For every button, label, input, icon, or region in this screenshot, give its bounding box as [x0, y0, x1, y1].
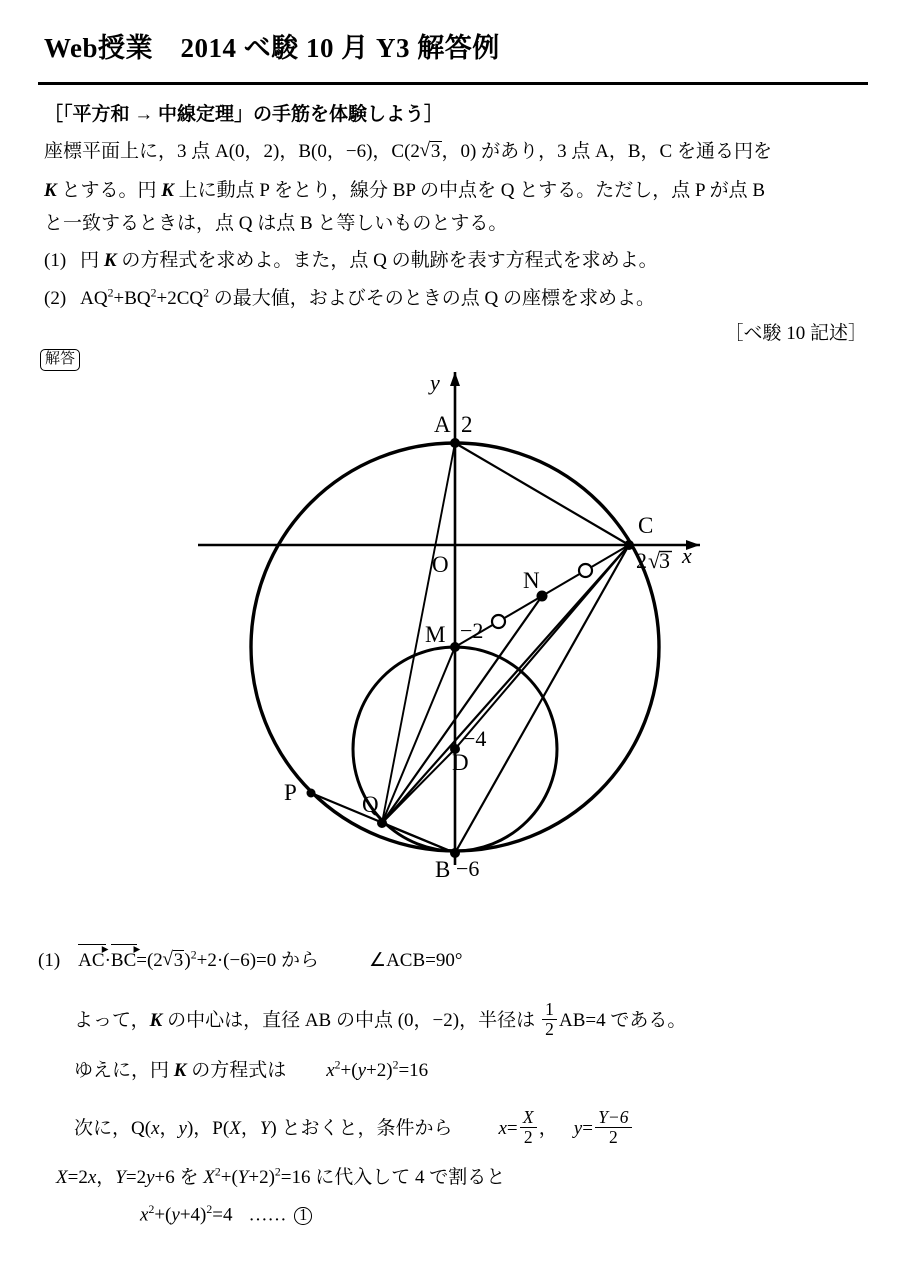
segment-qc	[382, 545, 629, 823]
solution-step-4-xlhs: x	[498, 1118, 507, 1140]
label-point-b: B	[435, 857, 451, 882]
label-axis-y: y	[430, 370, 440, 395]
step5-sup1: 2	[214, 1165, 221, 1179]
item-2-number: (2)	[44, 288, 67, 309]
step5-sup2: 2	[274, 1165, 281, 1179]
label-point-n: N	[523, 568, 540, 593]
item-1-var: K	[103, 250, 117, 271]
solution-step-4-comma: ，	[538, 1118, 558, 1140]
step6-tail: +4)	[179, 1204, 207, 1226]
step5-m: =16 に代入して 4 で割ると	[280, 1167, 506, 1188]
solution-step-4-qx: x	[151, 1118, 160, 1140]
solution-step-3b: の方程式は	[186, 1060, 287, 1081]
title-latin: Web	[44, 33, 99, 63]
label-point-q: Q	[362, 792, 379, 817]
label-value-c: 2	[636, 548, 647, 573]
point-c-dot	[624, 540, 634, 550]
solution-step-1-eq: =(2	[136, 950, 163, 971]
solution-step-4-qy: y	[178, 1118, 187, 1140]
solution-step-4a: 次に，	[74, 1118, 132, 1140]
eq-k-mid: +(	[340, 1060, 358, 1081]
y-axis-arrow	[450, 372, 460, 386]
label-value-a: 2	[461, 412, 473, 437]
step6-mid: +(	[154, 1204, 172, 1226]
problem-item-1	[44, 245, 658, 272]
step5-Y2: Y	[237, 1167, 249, 1188]
solution-step-4-p: P(	[212, 1118, 230, 1140]
step5-X2: X	[203, 1167, 215, 1188]
var-k-1: K	[44, 180, 57, 201]
step5-x: x	[87, 1167, 97, 1188]
sqrt-3-step1: √ 3	[163, 950, 185, 972]
vector-ac: AC ▸	[78, 940, 109, 971]
problem-line-2d: 上に動点 P をとり，線分 BP の中点を Q とする。ただし，点 P が点 B	[173, 180, 766, 201]
point-m-dot	[450, 642, 460, 652]
solution-step-6	[140, 1203, 312, 1226]
label-value-m: −2	[460, 618, 484, 643]
tick-mark-nc	[579, 564, 592, 577]
step5-l: +2)	[248, 1167, 275, 1188]
step6-x: x	[140, 1204, 149, 1226]
solution-step-1-plus: +2·(−6)=0 から	[196, 950, 320, 971]
step5-b: =2	[67, 1167, 88, 1188]
problem-line-1	[44, 136, 772, 163]
var-k-2: K	[161, 180, 174, 201]
item-2-sup-3: 2	[203, 286, 209, 300]
segment-qd	[382, 749, 455, 823]
point-a-dot	[450, 438, 460, 448]
solution-step-4-q: Q(	[131, 1118, 152, 1140]
solution-step-1-result: ∠ACB=90°	[369, 950, 463, 971]
item-1-text-a: 円	[80, 250, 104, 271]
solution-step-3	[74, 1055, 428, 1082]
step5-y: y	[146, 1167, 155, 1188]
solution-step-4-pc: ，	[240, 1118, 260, 1140]
solution-step-1	[38, 940, 463, 972]
eq-k-end: =16	[398, 1060, 429, 1081]
label-point-p: P	[284, 780, 297, 805]
answer-label: 解答	[45, 351, 76, 367]
problem-line-1b: ，0) があり，3 点 A，B，C を通る円を	[441, 141, 772, 162]
eq-k-sup1: 2	[334, 1058, 341, 1072]
solution-step-4-qc: ，	[159, 1118, 179, 1140]
solution-step-4-yeq: =	[582, 1118, 593, 1140]
fraction-one-half: $\frac{1}{2}$	[542, 1000, 557, 1038]
header-divider	[38, 82, 868, 85]
eq-k-sup2: 2	[392, 1058, 399, 1072]
source-note: ［ベ駿 10 記述］	[724, 323, 867, 344]
eq-k-x: x	[326, 1060, 335, 1081]
solution-step-1-sup: 2	[190, 948, 197, 962]
step5-d: ，	[96, 1167, 116, 1188]
solution-step-4-ylhs: y	[573, 1118, 583, 1140]
item-2-sup-2: 2	[150, 286, 157, 300]
label-axis-x: x	[682, 543, 692, 568]
step6-end: =4	[212, 1204, 233, 1226]
solution-step-4	[74, 1108, 634, 1146]
label-point-d: D	[452, 750, 469, 775]
label-point-a: A	[434, 412, 451, 437]
item-2-tail: の最大値，およびそのときの点 Q の座標を求めよ。	[209, 288, 655, 309]
solution-step-1-close: )	[184, 950, 191, 971]
solution-step-4-py: Y	[259, 1118, 271, 1140]
step5-Y: Y	[115, 1167, 126, 1188]
vector-bc: BC ▸	[110, 940, 141, 971]
solution-step-3-var-k: K	[173, 1060, 187, 1081]
eq-k-tail: +2)	[366, 1060, 393, 1081]
step6-dots: ……	[248, 1204, 287, 1226]
solution-step-5	[56, 1162, 505, 1189]
svg-text:√: √	[648, 548, 661, 573]
step5-X: X	[56, 1167, 68, 1188]
label-value-b: −6	[456, 856, 480, 881]
geometry-figure	[0, 360, 905, 920]
label-point-m: M	[425, 622, 446, 647]
item-2-bq: +BQ	[113, 288, 151, 309]
title-rest: 授業 2014 ベ駿 10 月 Y3 解答例	[98, 33, 500, 63]
step6-y: y	[171, 1204, 180, 1226]
point-q-dot	[377, 818, 387, 828]
problem-line-2	[44, 175, 765, 202]
step5-f: =2	[125, 1167, 147, 1188]
label-point-o: O	[432, 552, 449, 577]
solution-step-2b: の中心は，直径 AB の中点 (0，−2)，半径は	[162, 1010, 540, 1032]
solution-step-2c: AB=4 である。	[559, 1010, 687, 1032]
solution-step-4-px: X	[229, 1118, 241, 1140]
fraction-x-over-2: $\frac{X}{2}$	[520, 1108, 537, 1146]
equation-reference-1: 1	[294, 1207, 312, 1225]
dot-product-symbol: ·	[104, 950, 111, 971]
problem-line-3: と一致するときは，点 Q は点 B と等しいものとする。	[44, 213, 508, 234]
step6-sup2: 2	[206, 1203, 213, 1216]
svg-text:3: 3	[659, 548, 670, 573]
point-p-dot	[307, 789, 316, 798]
step5-h: +6 を	[154, 1167, 204, 1188]
solution-step-3a: ゆえに，円	[74, 1060, 174, 1081]
solution-step-2	[74, 1000, 686, 1038]
segment-dc	[455, 545, 629, 749]
label-value-c-sqrt	[648, 548, 672, 573]
segment-ac	[455, 443, 629, 545]
item-1-number: (1)	[44, 250, 67, 271]
item-2-cq: +2CQ	[156, 288, 204, 309]
page-title	[44, 26, 500, 65]
solution-step-4-pe: ) とおくと，条件から	[270, 1118, 453, 1140]
tick-mark-mn	[492, 615, 505, 628]
eq-k-y: y	[357, 1060, 367, 1081]
fraction-y-minus-6-over-2: $\frac{Y-6}{2}$	[595, 1108, 632, 1146]
solution-step-2a: よって，	[74, 1010, 150, 1032]
label-value-d: −4	[463, 726, 487, 751]
solution-step-2-var-k: K	[149, 1010, 163, 1032]
item-1-text-b: の方程式を求めよ。また，点 Q の軌跡を表す方程式を求めよ。	[116, 250, 658, 271]
problem-heading: ［「平方和 → 中線定理」の手筋を体験しよう］	[44, 104, 444, 125]
problem-line-1a: 座標平面上に，3 点 A(0，2)，B(0，−6)，C(2	[44, 141, 420, 162]
sqrt-3-problem: √ 3	[420, 141, 442, 163]
solution-step-4-xeq: =	[506, 1118, 518, 1140]
solution-step-1-number: (1)	[38, 950, 61, 971]
problem-line-2b: とする。円	[56, 180, 162, 201]
step6-sup1: 2	[148, 1203, 155, 1216]
problem-item-2	[44, 283, 655, 310]
solution-step-4-qe: )，	[186, 1118, 213, 1140]
item-2-aq: AQ	[80, 288, 108, 309]
item-2-sup-1: 2	[107, 286, 114, 300]
label-point-c: C	[638, 513, 654, 538]
figure-svg	[0, 360, 905, 920]
step5-j: +(	[220, 1167, 238, 1188]
